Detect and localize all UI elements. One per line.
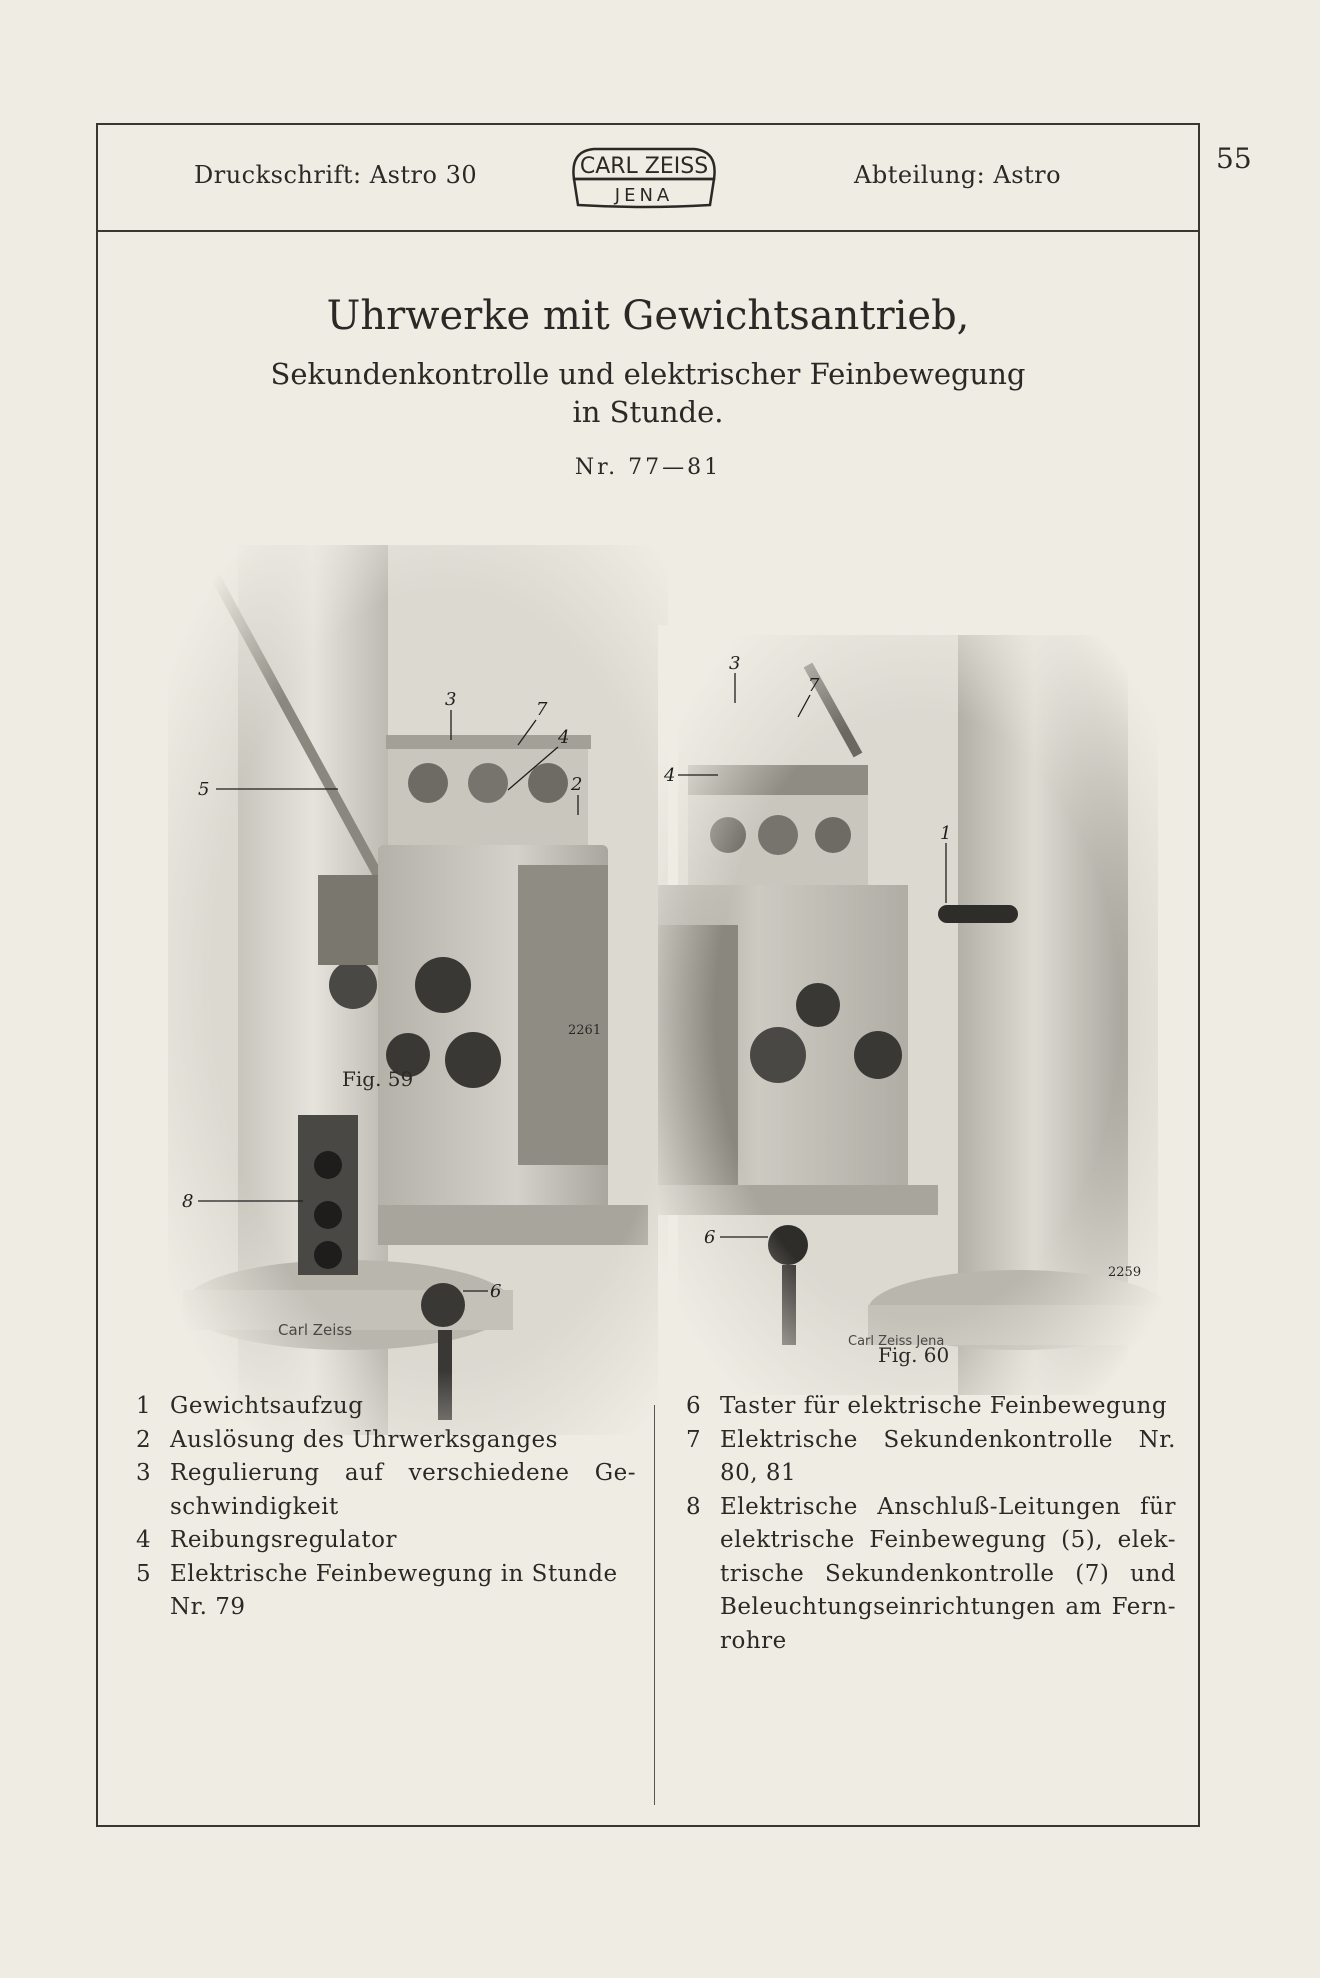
legend-item [136, 1457, 636, 1524]
callout-1-fig60: 1 [940, 823, 952, 844]
subtitle-line-1: Sekundenkontrolle und elektrischer Feinbewegung [270, 357, 1026, 391]
legend-num: 8 [686, 1493, 702, 1520]
legend-item [136, 1524, 636, 1558]
legend-left [136, 1390, 636, 1625]
engraving-carl-zeiss: Carl Zeiss [278, 1321, 353, 1339]
callout-3-fig60: 3 [729, 653, 741, 674]
legend-text: Elektrische Anschluß-Leitungen für elektrische Feinbewegung (5), elek-trische Sekundenkontrolle (7) und Beleuchtungseinrichtungen am Fern-rohre [720, 1493, 1176, 1654]
legend-item [136, 1390, 636, 1424]
plate-number-2261: 2261 [568, 1023, 602, 1038]
legend-num: 6 [686, 1393, 702, 1419]
logo-bottom-text: JENA [614, 185, 674, 206]
engraving-carl-zeiss-jena: Carl Zeiss Jena [848, 1334, 945, 1349]
legend-text: Gewichtsaufzug [170, 1393, 364, 1419]
callout-6-fig60: 6 [704, 1227, 716, 1248]
legend-num: 2 [136, 1426, 152, 1453]
callout-6: 6 [490, 1281, 502, 1302]
carl-zeiss-logo [564, 139, 724, 219]
callout-2: 2 [571, 774, 583, 795]
callout-7: 7 [536, 699, 548, 720]
legend-text: Reibungsregulator [170, 1527, 397, 1553]
logo-top-text: CARL ZEISS [579, 154, 709, 179]
legend-text: Elektrische Feinbewegung in Stunde Nr. 79 [170, 1560, 618, 1620]
legend-text: Elektrische Sekundenkontrolle Nr. 80, 81 [720, 1426, 1176, 1486]
subtitle-line-2: in Stunde. [572, 395, 724, 429]
clockwork-photo-left [138, 515, 698, 1445]
figure-60-caption: Fig. 60 [878, 1343, 950, 1367]
number-range: Nr. 77—81 [574, 455, 722, 480]
legend-num: 7 [686, 1426, 702, 1453]
legend-right [686, 1390, 1176, 1658]
callout-4-fig60: 4 [664, 765, 676, 786]
plate-number-2259: 2259 [1108, 1265, 1142, 1280]
legend-item [686, 1424, 1176, 1491]
legend-item [686, 1491, 1176, 1659]
legend-item [136, 1424, 636, 1458]
carl-zeiss-logo-icon [564, 139, 724, 219]
legend-num: 3 [136, 1460, 152, 1486]
legend-text: Auslösung des Uhrwerksganges [170, 1426, 558, 1453]
page-frame [96, 123, 1200, 1827]
header-rule [98, 230, 1198, 232]
legend-num: 5 [136, 1560, 152, 1587]
page-subtitle [98, 355, 1198, 431]
figure-59-photo [138, 515, 698, 1445]
legend-item [686, 1390, 1176, 1424]
legend-divider [654, 1405, 655, 1805]
legend-num: 1 [136, 1393, 152, 1419]
callout-5: 5 [198, 779, 210, 800]
legend-text: Regulierung auf verschiedene Ge-schwindigkeit [170, 1460, 636, 1520]
callout-7-fig60: 7 [808, 675, 820, 696]
header-abteilung: Abteilung: Astro [854, 161, 1062, 189]
clockwork-photo-right [658, 625, 1178, 1405]
page-title: Uhrwerke mit Gewichtsantrieb, [326, 293, 970, 339]
legend-text: Taster für elektrische Feinbewegung [720, 1393, 1168, 1419]
legend-item [136, 1558, 636, 1625]
header-druckschrift: Druckschrift: Astro 30 [194, 161, 478, 189]
legend-num: 4 [136, 1527, 152, 1553]
callout-3: 3 [445, 689, 457, 710]
figure-59-caption: Fig. 59 [342, 1067, 414, 1091]
page-number: 55 [1216, 142, 1252, 175]
callout-4: 4 [558, 727, 570, 748]
figure-60-photo [658, 625, 1178, 1405]
callout-8: 8 [182, 1191, 194, 1212]
